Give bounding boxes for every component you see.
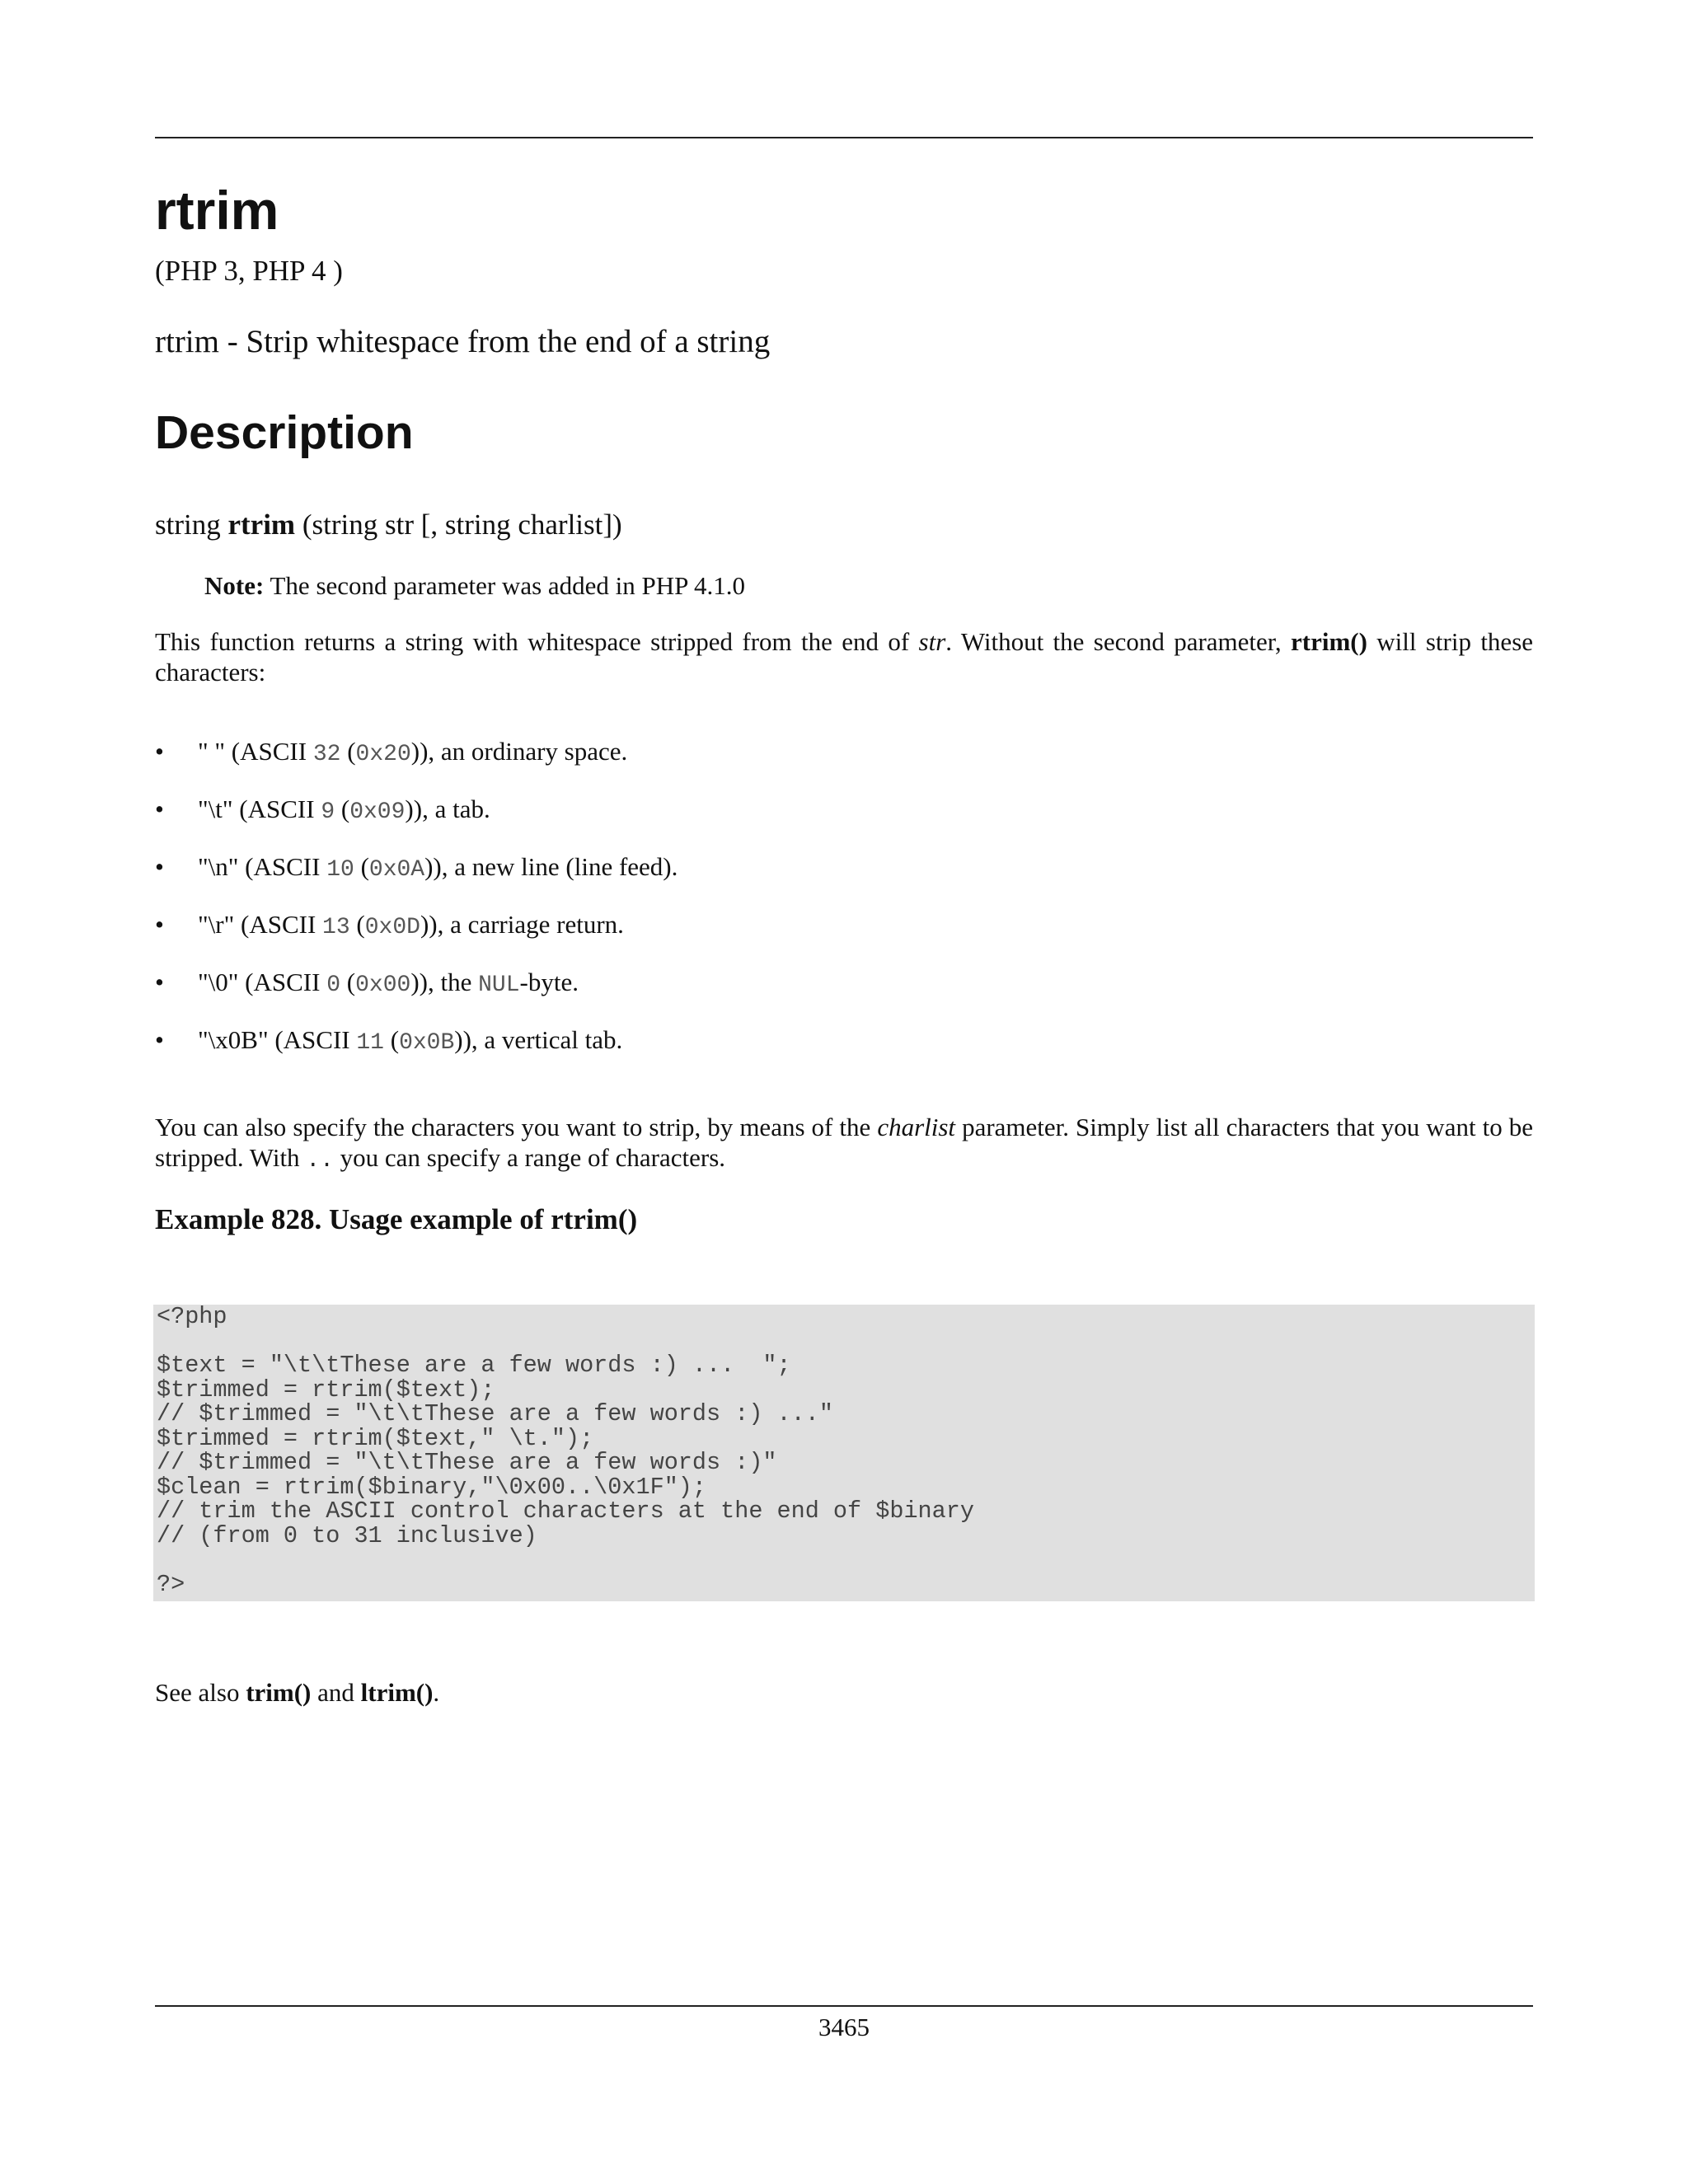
list-item: • "\t" (ASCII 9 (0x09)), a tab.: [155, 794, 490, 825]
section-heading-description: Description: [155, 406, 414, 459]
list-item: • "\n" (ASCII 10 (0x0A)), a new line (line feed).: [155, 852, 678, 883]
param-str: str: [918, 627, 946, 656]
function-synopsis: [155, 508, 622, 542]
charlist-paragraph: You can also specify the characters you want to strip, by means of the charlist parameter. Simply list all characters that you want to be stripped. With .. you can specify a range of characters.: [155, 1113, 1534, 1174]
code-example-block: [153, 1305, 1535, 1601]
page-title: rtrim: [155, 180, 279, 241]
ascii-decimal: 13: [322, 915, 350, 940]
note-label: Note:: [204, 571, 265, 600]
synopsis-function-name: rtrim: [227, 509, 296, 541]
link-ltrim[interactable]: ltrim(): [360, 1678, 434, 1707]
synopsis-return-type: string: [155, 509, 221, 541]
ascii-decimal: 0: [326, 972, 341, 998]
para1-end: will strip these characters:: [155, 627, 1534, 687]
ascii-decimal: 32: [312, 742, 341, 767]
bullet-icon: •: [155, 1025, 164, 1054]
function-purpose: rtrim - Strip whitespace from the end of a string: [155, 324, 771, 359]
para1-before: This function returns a string with whitespace stripped from the end of: [155, 627, 910, 656]
synopsis-params: (string str [, string charlist]): [302, 509, 622, 541]
nul-code: NUL: [478, 972, 520, 998]
link-trim[interactable]: trim(): [246, 1678, 312, 1707]
ascii-hex: 0x0B: [399, 1030, 455, 1056]
note: [204, 570, 745, 601]
note-text: The second parameter was added in PHP 4.1.0: [270, 571, 745, 600]
bullet-icon: •: [155, 968, 164, 996]
list-item: • " " (ASCII 32 (0x20)), an ordinary space.: [155, 737, 628, 767]
example-title: Example 828. Usage example of rtrim(): [155, 1203, 638, 1235]
footer-rule: [155, 2005, 1533, 2007]
whitespace-characters-list: [155, 736, 1474, 1082]
range-operator-code: ..: [306, 1148, 334, 1174]
header-rule: [155, 137, 1533, 138]
ascii-decimal: 10: [326, 857, 354, 883]
ascii-hex: 0x0A: [368, 857, 425, 883]
para1-after: . Without the second parameter,: [945, 627, 1282, 656]
code-listing: <?php $text = "\t\tThese are a few words :) ... "; $trimmed = rtrim($text); // $trimmed = "\t\tThese are a few words :) ..." $trimmed = rtrim($text," \t."); // $trimmed = "\t\tThese are a few words :)" $clean = rtrim($binary,"\0x00..\0x1F"); // trim the ASCII control characters at the end of $binary // (from 0 to 31 inclusive) ?>: [157, 1303, 974, 1598]
bullet-icon: •: [155, 910, 164, 939]
bullet-icon: •: [155, 852, 164, 881]
ascii-decimal: 11: [356, 1030, 384, 1056]
see-also: See also trim() and ltrim().: [155, 1678, 440, 1707]
ascii-decimal: 9: [321, 799, 335, 825]
list-item: • "\x0B" (ASCII 11 (0x0B)), a vertical tab.: [155, 1025, 623, 1056]
bullet-icon: •: [155, 737, 164, 766]
ascii-hex: 0x00: [355, 972, 411, 998]
ascii-hex: 0x09: [349, 799, 406, 825]
description-paragraph: [155, 626, 1533, 687]
list-item: • "\0" (ASCII 0 (0x00)), the NUL-byte.: [155, 968, 579, 998]
list-item: • "\r" (ASCII 13 (0x0D)), a carriage return.: [155, 910, 624, 940]
ascii-hex: 0x0D: [364, 915, 420, 940]
bullet-icon: •: [155, 794, 164, 823]
ascii-hex: 0x20: [355, 742, 411, 767]
param-charlist: charlist: [877, 1113, 956, 1141]
func-ref-rtrim: rtrim(): [1290, 627, 1367, 656]
php-versions: (PHP 3, PHP 4 ): [155, 255, 343, 287]
page-number: 3465: [818, 2013, 870, 2041]
